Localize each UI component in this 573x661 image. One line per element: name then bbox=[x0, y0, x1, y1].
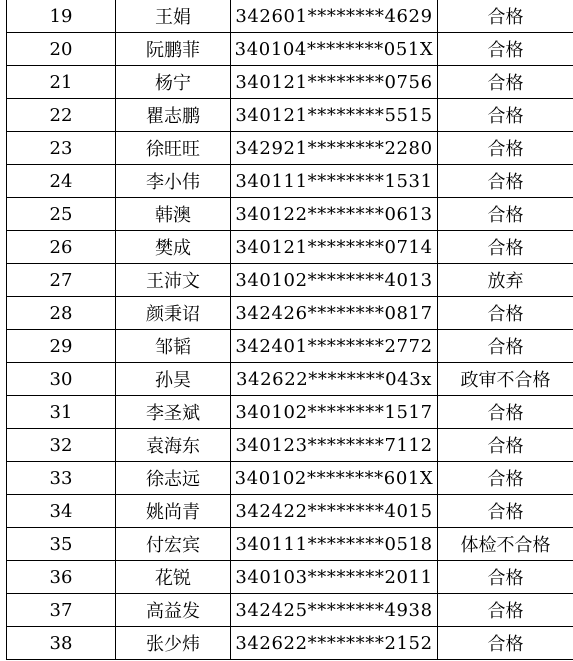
result-status: 政审不合格 bbox=[438, 363, 573, 396]
person-name: 樊成 bbox=[116, 231, 231, 264]
result-status: 合格 bbox=[438, 330, 573, 363]
table-row bbox=[7, 396, 573, 429]
row-number: 25 bbox=[7, 198, 116, 231]
row-number: 19 bbox=[7, 0, 116, 33]
result-status: 合格 bbox=[438, 396, 573, 429]
person-name: 徐旺旺 bbox=[116, 132, 231, 165]
table-row bbox=[7, 594, 573, 627]
result-status: 合格 bbox=[438, 198, 573, 231]
id-number: 342622********043x bbox=[231, 363, 438, 396]
row-number: 23 bbox=[7, 132, 116, 165]
person-name: 李小伟 bbox=[116, 165, 231, 198]
row-number: 37 bbox=[7, 594, 116, 627]
result-status: 合格 bbox=[438, 429, 573, 462]
id-number: 340121********0714 bbox=[231, 231, 438, 264]
id-number: 342601********4629 bbox=[231, 0, 438, 33]
id-number: 342425********4938 bbox=[231, 594, 438, 627]
row-number: 35 bbox=[7, 528, 116, 561]
id-number: 340104********051X bbox=[231, 33, 438, 66]
result-status: 合格 bbox=[438, 33, 573, 66]
result-status: 合格 bbox=[438, 462, 573, 495]
id-number: 340122********0613 bbox=[231, 198, 438, 231]
result-status: 合格 bbox=[438, 594, 573, 627]
person-name: 高益发 bbox=[116, 594, 231, 627]
row-number: 38 bbox=[7, 627, 116, 660]
person-name: 袁海东 bbox=[116, 429, 231, 462]
table-row bbox=[7, 66, 573, 99]
table-row bbox=[7, 231, 573, 264]
id-number: 340103********2011 bbox=[231, 561, 438, 594]
row-number: 33 bbox=[7, 462, 116, 495]
result-status: 合格 bbox=[438, 66, 573, 99]
id-number: 342401********2772 bbox=[231, 330, 438, 363]
row-number: 22 bbox=[7, 99, 116, 132]
result-status: 放弃 bbox=[438, 264, 573, 297]
result-status: 体检不合格 bbox=[438, 528, 573, 561]
table-row bbox=[7, 165, 573, 198]
result-status: 合格 bbox=[438, 495, 573, 528]
row-number: 24 bbox=[7, 165, 116, 198]
id-number: 340102********1517 bbox=[231, 396, 438, 429]
result-status: 合格 bbox=[438, 99, 573, 132]
row-number: 21 bbox=[7, 66, 116, 99]
person-name: 王娟 bbox=[116, 0, 231, 33]
result-status: 合格 bbox=[438, 132, 573, 165]
row-number: 27 bbox=[7, 264, 116, 297]
person-name: 邹韬 bbox=[116, 330, 231, 363]
id-number: 342921********2280 bbox=[231, 132, 438, 165]
result-status: 合格 bbox=[438, 0, 573, 33]
table-row bbox=[7, 297, 573, 330]
person-name: 颜秉诏 bbox=[116, 297, 231, 330]
person-name: 徐志远 bbox=[116, 462, 231, 495]
id-number: 340121********5515 bbox=[231, 99, 438, 132]
id-number: 340111********0518 bbox=[231, 528, 438, 561]
id-number: 342422********4015 bbox=[231, 495, 438, 528]
id-number: 340102********4013 bbox=[231, 264, 438, 297]
table-row bbox=[7, 330, 573, 363]
table-row bbox=[7, 528, 573, 561]
table-row bbox=[7, 99, 573, 132]
table-row bbox=[7, 561, 573, 594]
person-name: 杨宁 bbox=[116, 66, 231, 99]
person-name: 阮鹏菲 bbox=[116, 33, 231, 66]
table-row bbox=[7, 33, 573, 66]
row-number: 28 bbox=[7, 297, 116, 330]
roster-table bbox=[6, 0, 573, 660]
row-number: 30 bbox=[7, 363, 116, 396]
person-name: 付宏宾 bbox=[116, 528, 231, 561]
table-row bbox=[7, 132, 573, 165]
row-number: 26 bbox=[7, 231, 116, 264]
row-number: 36 bbox=[7, 561, 116, 594]
table-row bbox=[7, 429, 573, 462]
id-number: 340121********0756 bbox=[231, 66, 438, 99]
result-status: 合格 bbox=[438, 561, 573, 594]
id-number: 342622********2152 bbox=[231, 627, 438, 660]
id-number: 340111********1531 bbox=[231, 165, 438, 198]
table-row bbox=[7, 462, 573, 495]
person-name: 张少炜 bbox=[116, 627, 231, 660]
row-number: 31 bbox=[7, 396, 116, 429]
person-name: 花锐 bbox=[116, 561, 231, 594]
row-number: 34 bbox=[7, 495, 116, 528]
table-row bbox=[7, 264, 573, 297]
table-row bbox=[7, 627, 573, 660]
person-name: 孙昊 bbox=[116, 363, 231, 396]
table-row bbox=[7, 198, 573, 231]
result-status: 合格 bbox=[438, 297, 573, 330]
table-row bbox=[7, 495, 573, 528]
id-number: 340123********7112 bbox=[231, 429, 438, 462]
person-name: 李圣斌 bbox=[116, 396, 231, 429]
row-number: 32 bbox=[7, 429, 116, 462]
person-name: 王沛文 bbox=[116, 264, 231, 297]
roster-body bbox=[7, 0, 573, 660]
person-name: 瞿志鹏 bbox=[116, 99, 231, 132]
id-number: 342426********0817 bbox=[231, 297, 438, 330]
table-row bbox=[7, 363, 573, 396]
person-name: 姚尚青 bbox=[116, 495, 231, 528]
result-status: 合格 bbox=[438, 627, 573, 660]
id-number: 340102********601X bbox=[231, 462, 438, 495]
result-status: 合格 bbox=[438, 165, 573, 198]
result-status: 合格 bbox=[438, 231, 573, 264]
person-name: 韩澳 bbox=[116, 198, 231, 231]
table-row bbox=[7, 0, 573, 33]
row-number: 20 bbox=[7, 33, 116, 66]
row-number: 29 bbox=[7, 330, 116, 363]
